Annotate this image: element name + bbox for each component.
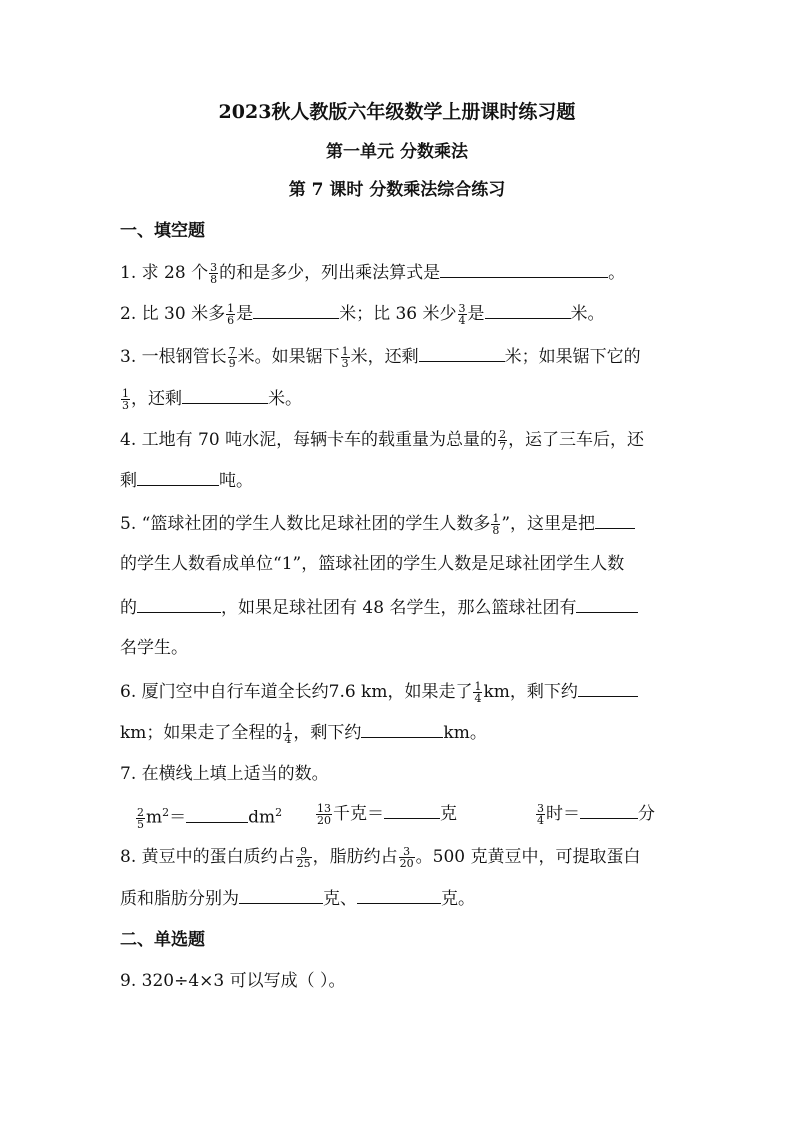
fraction-denominator: 3	[122, 399, 129, 412]
q8-text-d: 质和脂肪分别为	[120, 889, 239, 909]
q1-fraction	[209, 262, 218, 285]
question-8-line-1	[120, 842, 674, 872]
q6-text-d: ，剩下约	[293, 723, 362, 743]
question-5-line-1	[120, 508, 674, 538]
fraction-numerator: 7	[228, 345, 236, 358]
q3-text-d: 米；如果锯下它的	[504, 347, 641, 367]
fraction-denominator: 20	[399, 857, 414, 870]
q7-answer-blank-1[interactable]	[186, 802, 248, 823]
q8-answer-blank-1[interactable]	[239, 883, 323, 904]
q5-answer-blank-3[interactable]	[576, 592, 638, 613]
q3-fraction-3	[121, 388, 130, 411]
q7-text-a: 7. 在横线上填上适当的数。	[120, 764, 329, 784]
fraction-denominator: 5	[137, 817, 144, 831]
fraction-denominator: 8	[492, 524, 500, 537]
q6-text-c: km；如果走了全程的	[120, 723, 283, 743]
q5-fraction	[491, 513, 500, 536]
question-5-line-2	[120, 549, 674, 579]
q7-c3-unit: 时＝	[546, 804, 580, 824]
question-5-line-4	[120, 633, 674, 663]
q2-fraction-1	[226, 303, 235, 326]
q7-conversion-2	[315, 798, 457, 829]
q7-c2-unit-2: 克	[440, 804, 457, 824]
q4-answer-blank[interactable]	[137, 465, 219, 486]
question-3-line-2	[120, 383, 674, 413]
fraction-denominator: 6	[227, 314, 235, 327]
question-6-line-2	[120, 717, 674, 747]
q7-c1-unit-2: dm	[248, 807, 276, 828]
fraction-numerator: 1	[284, 721, 292, 734]
question-8-line-2	[120, 883, 674, 913]
q8-text-e: 克、	[323, 889, 357, 909]
q3-text-c: 米，还剩	[350, 347, 419, 367]
q4-text-d: 吨。	[219, 471, 253, 491]
q6-answer-blank-2[interactable]	[361, 717, 443, 738]
fraction-numerator: 1	[474, 680, 482, 693]
q3-text-b: 米。如果锯下	[237, 347, 340, 367]
q7-c1-fraction	[136, 807, 145, 830]
question-2	[120, 298, 674, 328]
fraction-denominator: 7	[499, 440, 507, 453]
q3-answer-blank-1[interactable]	[419, 341, 505, 362]
q5-text-c: 的学生人数看成单位“1”，篮球社团的学生人数是足球社团学生人数	[120, 554, 625, 574]
q7-c3-unit-2: 分	[638, 804, 655, 824]
q5-text-b: ”，这里是把	[501, 514, 596, 534]
fraction-numerator: 3	[210, 261, 218, 274]
fraction-numerator: 1	[227, 302, 235, 315]
fraction-denominator: 9	[228, 357, 236, 370]
fraction-denominator: 3	[341, 357, 349, 370]
q4-text-b: ，运了三车后，还	[508, 430, 645, 450]
fraction-numerator: 2	[137, 805, 144, 819]
q3-fraction-2	[341, 346, 350, 369]
q7-answer-blank-2[interactable]	[384, 798, 440, 819]
fraction-denominator: 4	[474, 692, 482, 705]
q5-text-e: ，如果足球社团有 48 名学生，那么篮球社团有	[221, 598, 577, 618]
q2-text-d: 是	[467, 304, 485, 324]
fraction-denominator: 8	[210, 273, 218, 286]
q7-c1-sup: 2	[162, 806, 170, 819]
q7-answer-blank-3[interactable]	[580, 798, 638, 819]
fraction-denominator: 25	[296, 857, 311, 870]
q8-answer-blank-2[interactable]	[357, 883, 441, 904]
q2-fraction-2	[458, 303, 467, 326]
fraction-numerator: 3	[403, 845, 411, 858]
q3-fraction-1	[228, 346, 237, 369]
question-7	[120, 759, 674, 789]
q7-conversion-1	[135, 798, 282, 833]
q2-text-a: 2. 比 30 米多	[120, 304, 226, 324]
q8-text-b: ，脂肪约占	[312, 847, 398, 867]
fraction-numerator: 3	[537, 802, 544, 815]
unit-title: 第一单元 分数乘法	[326, 142, 468, 162]
fraction-numerator: 1	[122, 387, 129, 400]
q1-text-a: 1. 求 28 个	[120, 263, 209, 283]
q1-answer-blank[interactable]	[440, 257, 608, 278]
q6-text-b: km，剩下约	[483, 682, 578, 702]
q3-text-g: 米。	[268, 389, 302, 409]
fraction-numerator: 3	[458, 302, 466, 315]
q7-c2-fraction	[316, 803, 332, 826]
q1-text-c: 。	[608, 263, 626, 283]
question-4-line-2	[120, 465, 674, 495]
q3-text-a: 3. 一根钢管长	[120, 347, 227, 367]
fraction-numerator: 2	[499, 428, 507, 441]
q2-text-c: 米；比 36 米少	[339, 304, 457, 324]
fraction-numerator: 1	[492, 512, 500, 525]
section-choice-heading: 二、单选题	[120, 930, 205, 950]
q5-answer-blank-2[interactable]	[137, 592, 221, 613]
fraction-numerator: 1	[341, 345, 349, 358]
q6-fraction-2	[283, 722, 292, 745]
q6-fraction-1	[473, 681, 482, 704]
q4-fraction	[498, 429, 507, 452]
q7-c2-unit: 千克＝	[333, 804, 384, 824]
fraction-numerator: 9	[300, 845, 308, 858]
fraction-denominator: 20	[317, 814, 331, 827]
q7-c3-fraction	[536, 803, 545, 826]
q8-text-a: 8. 黄豆中的蛋白质约占	[120, 847, 295, 867]
q7-c1-unit: m	[146, 807, 163, 828]
q6-text-e: km。	[443, 723, 487, 743]
q2-text-e: 米。	[570, 304, 605, 324]
worksheet-title: 2023秋人教版六年级数学上册课时练习题	[218, 101, 576, 123]
question-4-line-1	[120, 425, 674, 455]
fraction-numerator: 13	[317, 802, 331, 815]
lesson-title: 第 7 课时 分数乘法综合练习	[288, 180, 506, 200]
fraction-denominator: 4	[284, 733, 292, 746]
q3-answer-blank-2[interactable]	[182, 383, 268, 404]
question-1	[120, 257, 674, 287]
q5-answer-blank-1[interactable]	[595, 508, 635, 529]
q8-text-g: 克。	[441, 889, 475, 909]
q4-text-a: 4. 工地有 70 吨水泥，每辆卡车的载重量为总量的	[120, 430, 498, 450]
q7-c1-sup-2: 2	[275, 806, 283, 819]
q5-text-a: 5. “篮球社团的学生人数比足球社团的学生人数多	[120, 514, 491, 534]
q5-text-g: 名学生。	[120, 638, 188, 658]
q2-text-b: 是	[236, 304, 254, 324]
section-fill-heading: 一、填空题	[120, 221, 205, 241]
q9-text-a: 9. 320÷4×3 可以写成（ ）。	[120, 971, 346, 991]
q8-fraction-2	[399, 846, 415, 869]
q2-answer-blank-1[interactable]	[253, 298, 339, 319]
question-3-line-1	[120, 341, 674, 371]
q6-text-a: 6. 厦门空中自行车道全长约7.6 km，如果走了	[120, 682, 473, 702]
q6-answer-blank-1[interactable]	[578, 676, 638, 697]
question-6-line-1	[120, 676, 674, 706]
question-9	[120, 966, 674, 996]
fraction-denominator: 4	[458, 314, 466, 327]
q2-answer-blank-2[interactable]	[485, 298, 571, 319]
q7-c1-equals: ＝	[169, 807, 187, 828]
question-7-conversions	[120, 798, 674, 831]
q5-text-d: 的	[120, 598, 137, 618]
q4-text-c: 剩	[120, 471, 137, 491]
q8-text-c: 。500 克黄豆中，可提取蛋白	[415, 847, 641, 867]
q7-conversion-3	[535, 798, 655, 829]
q8-fraction-1	[296, 846, 312, 869]
q1-text-b: 的和是多少，列出乘法算式是	[219, 263, 441, 283]
fraction-denominator: 4	[537, 814, 544, 827]
question-5-line-3	[120, 592, 674, 622]
q3-text-e: ，还剩	[131, 389, 182, 409]
